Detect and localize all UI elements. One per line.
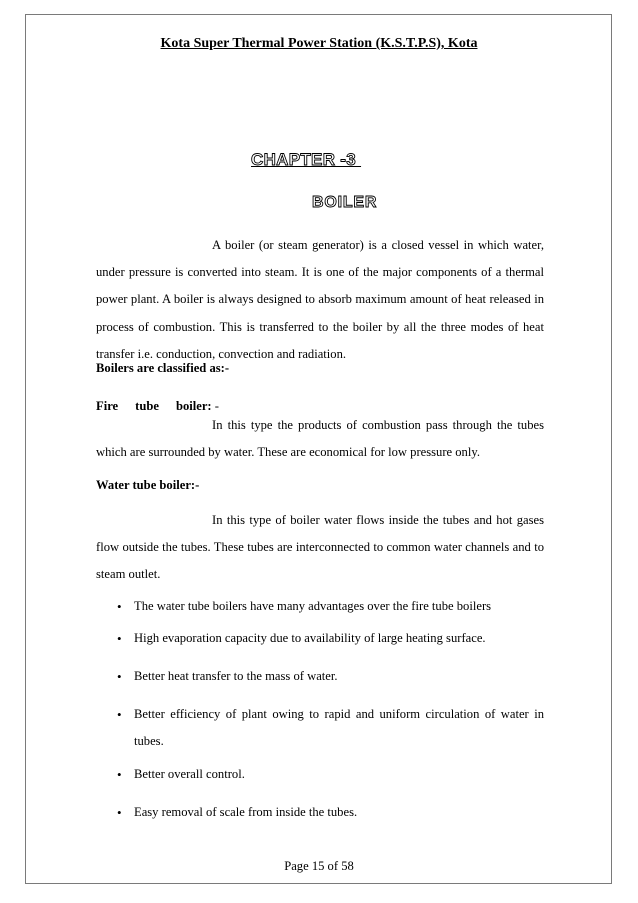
intro-paragraph: A boiler (or steam generator) is a closed vessel in which water, under pressure is converted into steam. It is one of the major components of a thermal power plant. A boiler is always designed to absorb maximum amount of heat released in process of combustion. This is transferred to the boiler by all the three modes of heat transfer i.e. conduction, convection and radiation. (96, 238, 544, 361)
chapter-label: CHAPTER -3 (251, 150, 362, 169)
page-number: Page 15 of 58 (284, 859, 354, 873)
list-item-text: High evaporation capacity due to availability of large heating surface. (134, 631, 486, 645)
list-item-text: Better overall control. (134, 767, 245, 781)
list-item-text: Better heat transfer to the mass of water. (134, 669, 338, 683)
bullet-icon: • (117, 805, 122, 820)
bullet-icon: • (117, 599, 122, 614)
fire-tube-word-2: tube (135, 399, 159, 413)
fire-tube-word-3: boiler: (175, 399, 212, 413)
water-tube-heading: Water tube boiler:- (96, 478, 200, 492)
water-tube-paragraph: In this type of boiler water flows inside the tubes and hot gases flow outside the tubes. These tubes are interconnected to common water channels and to steam outlet. (96, 513, 544, 582)
list-item-text: Better efficiency of plant owing to rapid and uniform circulation of water in tubes. (134, 707, 544, 749)
classified-heading: Boilers are classified as:- (96, 361, 230, 375)
header-title: Kota Super Thermal Power Station (K.S.T.P.S), Kota (160, 36, 478, 51)
chapter-title: BOILER (312, 194, 378, 211)
list-item-text: The water tube boilers have many advantages over the fire tube boilers (134, 599, 492, 613)
bullet-icon: • (117, 669, 122, 684)
bullet-icon: • (117, 631, 122, 646)
list-item-text: Easy removal of scale from inside the tubes. (134, 805, 358, 819)
bullet-icon: • (117, 707, 122, 722)
fire-tube-dash: - (211, 399, 219, 413)
fire-tube-word-1: Fire (96, 399, 119, 413)
bullet-icon: • (117, 767, 122, 782)
fire-tube-paragraph: In this type the products of combustion pass through the tubes which are surrounded by water. These are economical for low pressure only. (96, 418, 544, 460)
page-header (0, 36, 638, 52)
